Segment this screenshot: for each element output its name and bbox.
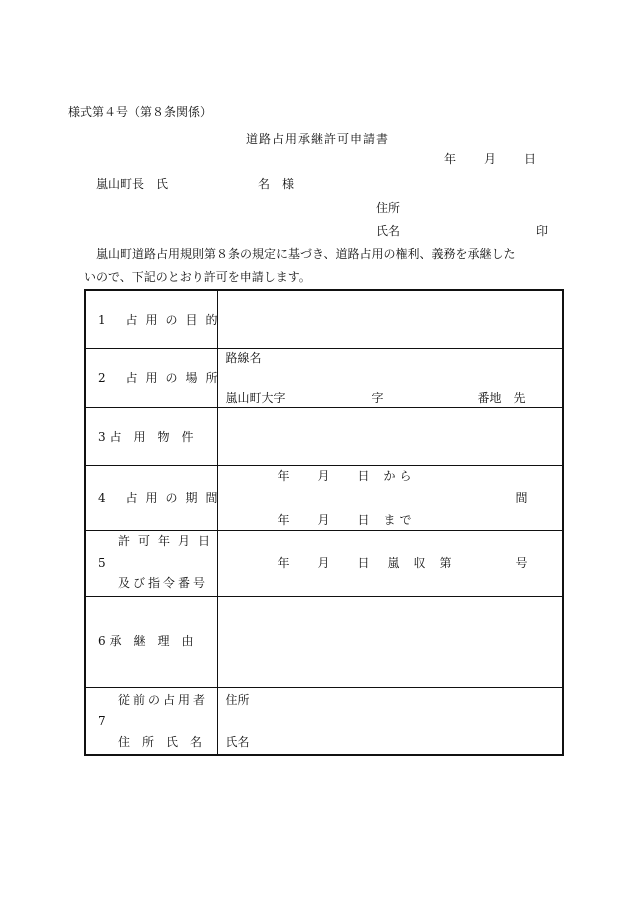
aza-label: 字 xyxy=(371,390,384,405)
town-label: 嵐山町大字 xyxy=(225,390,286,405)
period-from-month: 月 xyxy=(317,468,330,483)
permit-month: 月 xyxy=(317,555,330,570)
label-cell xyxy=(85,596,217,687)
table-row xyxy=(85,348,563,407)
permit-year: 年 xyxy=(277,555,290,570)
location-field[interactable] xyxy=(217,348,563,407)
period-from-year: 年 xyxy=(277,468,290,483)
period-duration-label: 間 xyxy=(515,490,528,505)
table-row xyxy=(85,687,563,755)
table-row xyxy=(85,290,563,348)
period-to-year: 年 xyxy=(277,512,290,527)
permit-row-number: 5 xyxy=(98,555,106,570)
label-cell xyxy=(85,465,226,530)
table-row xyxy=(85,596,563,687)
permit-day: 日 xyxy=(357,555,370,570)
label-cell xyxy=(85,348,226,407)
table-row xyxy=(85,465,563,530)
period-from-day: 日 xyxy=(357,468,370,483)
permit-dai: 第 xyxy=(439,555,452,570)
banchi-label: 番地 先 xyxy=(477,390,526,405)
label-cell xyxy=(85,530,217,596)
previous-name-label: 氏名 xyxy=(225,734,250,749)
addressee-name-2: 名 xyxy=(258,177,271,191)
seal-label: 印 xyxy=(536,224,549,238)
permit-field[interactable] xyxy=(217,530,563,596)
applicant-name-label: 氏名 xyxy=(376,224,401,238)
succession-reason-field[interactable] xyxy=(217,596,563,687)
label-cell xyxy=(85,687,217,755)
application-table xyxy=(84,289,564,756)
command-number-label: 及び指令番号 xyxy=(118,575,209,590)
permit-go: 号 xyxy=(515,555,528,570)
period-to-label: まで xyxy=(383,512,416,527)
date-year-label: 年 xyxy=(444,152,457,166)
period-to-month: 月 xyxy=(317,512,330,527)
route-name-label: 路線名 xyxy=(225,350,262,365)
document-title: 道路占用承継許可申請書 xyxy=(246,132,390,146)
date-month-label: 月 xyxy=(484,152,497,166)
table-row xyxy=(85,407,563,465)
previous-address-label: 住所 xyxy=(225,692,250,707)
addressee-honorific: 様 xyxy=(282,177,295,191)
label-cell xyxy=(85,407,217,465)
succession-reason-label: 6 承 継 理 由 xyxy=(98,633,194,648)
location-label: 2 占用の場所 xyxy=(98,370,226,385)
purpose-label: 1 占用の目的 xyxy=(98,313,226,327)
object-field[interactable] xyxy=(217,407,563,465)
permit-shu: 収 xyxy=(413,555,426,570)
previous-occupant-field[interactable] xyxy=(217,687,563,755)
address-name-label: 住 所 氏 名 xyxy=(118,734,203,749)
label-cell xyxy=(85,290,226,348)
table-row xyxy=(85,530,563,596)
body-text-line-2: いので、下記のとおり許可を申請します。 xyxy=(84,270,311,284)
permit-ran: 嵐 xyxy=(387,555,400,570)
period-from-label: から xyxy=(383,468,416,483)
addressee-name: 嵐山町長 氏 xyxy=(96,177,169,191)
period-field[interactable] xyxy=(217,465,563,530)
date-day-label: 日 xyxy=(524,152,537,166)
previous-occupant-row-number: 7 xyxy=(98,713,106,728)
permit-date-label: 許可年月日 xyxy=(118,533,219,548)
period-label: 4 占用の期間 xyxy=(98,490,226,505)
period-to-day: 日 xyxy=(357,512,370,527)
form-number: 様式第４号（第８条関係） xyxy=(68,105,213,119)
body-text-line-1: 嵐山町道路占用規則第８条の規定に基づき、道路占用の権利、義務を承継した xyxy=(96,247,516,261)
object-label: 3 占 用 物 件 xyxy=(98,429,194,444)
applicant-address-label: 住所 xyxy=(376,201,401,215)
purpose-field[interactable] xyxy=(217,290,563,348)
previous-occupant-label: 従前の占用者 xyxy=(118,692,209,707)
